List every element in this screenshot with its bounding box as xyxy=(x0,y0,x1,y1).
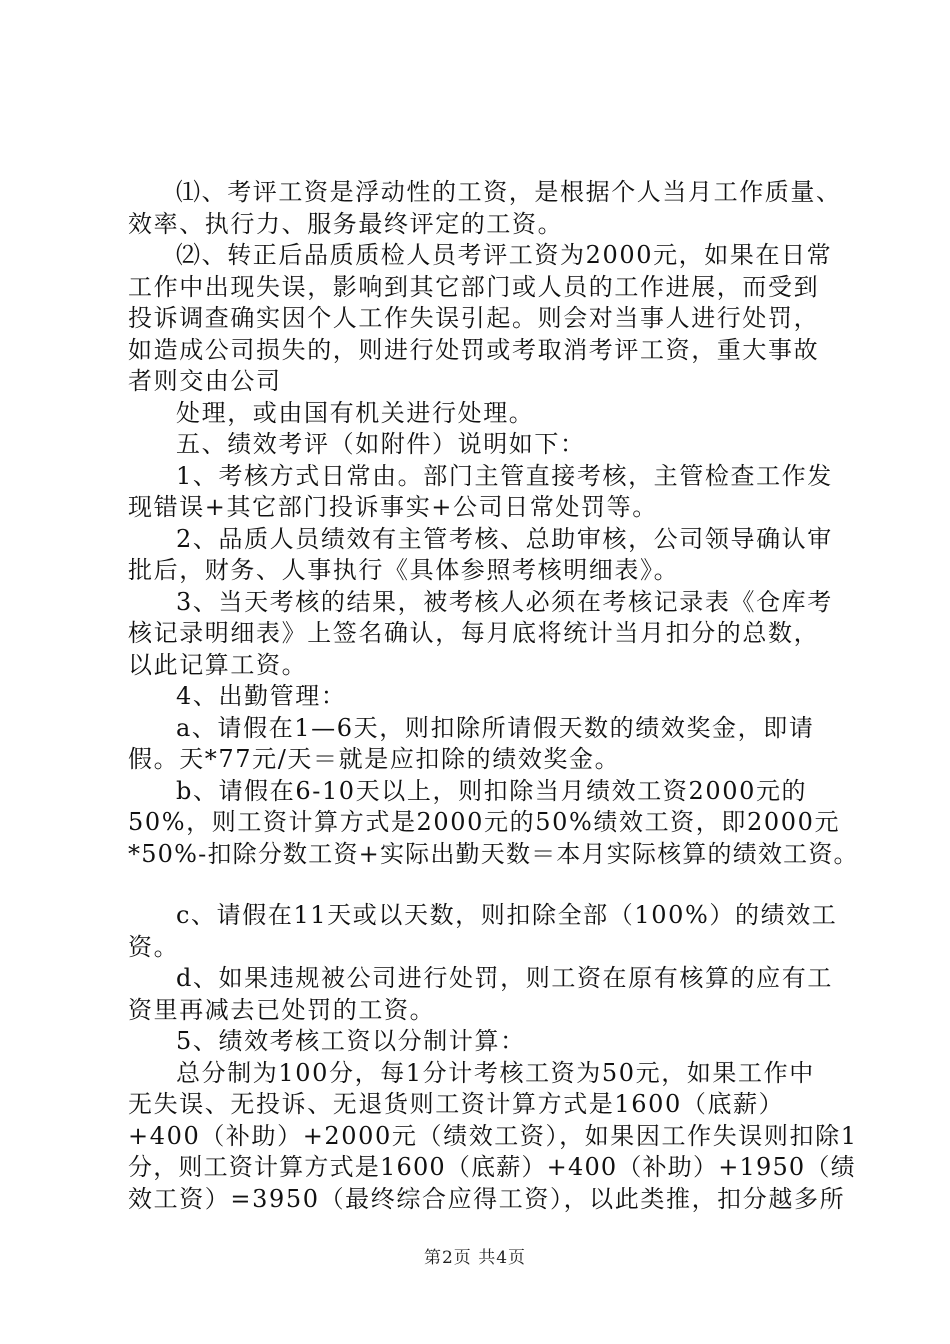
text-line: 总分制为100分，每1分计考核工资为50元，如果工作中 xyxy=(176,1058,815,1087)
text-line: 资。 xyxy=(128,932,180,961)
body-text xyxy=(128,177,858,1215)
text-line: 投诉调查确实因个人工作失误引起。则会对当事人进行处罚， xyxy=(128,304,820,332)
text-line: d、如果违规被公司进行处罚，则工资在原有核算的应有工 xyxy=(176,964,833,992)
text-line: ⑴、考评工资是浮动性的工资，是根据个人当月工作质量、 xyxy=(176,178,842,206)
text-line: b、请假在6-10天以上，则扣除当月绩效工资2000元的 xyxy=(176,776,808,805)
text-line: 批后，财务、人事执行《具体参照考核明细表》。 xyxy=(128,556,680,584)
text-line: +400（补助）+2000元（绩效工资），如果因工作失误则扣除1 xyxy=(128,1121,858,1150)
text-line: 以此记算工资。 xyxy=(128,650,308,679)
text-line: 5、绩效考核工资以分制计算： xyxy=(176,1027,526,1055)
text-line: 者则交由公司 xyxy=(128,367,282,395)
page-footer: 第2页 共4页 xyxy=(423,1248,527,1268)
text-line: 3、当天考核的结果，被考核人必须在考核记录表《仓库考 xyxy=(176,587,833,616)
text-line: *50%-扣除分数工资+实际出勤天数＝本月实际核算的绩效工资。 xyxy=(128,839,859,868)
text-line: 分，则工资计算方式是1600（底薪）+400（补助）+1950（绩 xyxy=(128,1153,856,1181)
text-line: 1、考核方式日常由。部门主管直接考核，主管检查工作发 xyxy=(176,461,833,490)
text-line: 处理，或由国有机关进行处理。 xyxy=(176,398,535,427)
section-heading: 五、绩效考评（如附件）说明如下： xyxy=(176,430,586,458)
text-line: 资里再减去已处罚的工资。 xyxy=(128,995,436,1024)
text-line: 效率、执行力、服务最终评定的工资。 xyxy=(128,209,564,238)
text-line: 效工资）=3950（最终综合应得工资），以此类推，扣分越多所 xyxy=(128,1184,846,1213)
text-line: 4、出勤管理： xyxy=(176,682,347,710)
text-line: 如造成公司损失的，则进行处罚或考取消考评工资，重大事故 xyxy=(128,335,820,364)
text-line: 工作中出现失误，影响到其它部门或人员的工作进展，而受到 xyxy=(128,272,820,301)
text-line: 50%，则工资计算方式是2000元的50%绩效工资，即2000元 xyxy=(128,808,841,836)
text-line: 核记录明细表》上签名确认，每月底将统计当月扣分的总数， xyxy=(128,619,820,647)
paragraph-gap xyxy=(128,870,858,900)
text-line: ⑵、转正后品质质检人员考评工资为2000元，如果在日常 xyxy=(176,241,833,269)
text-line: 现错误+其它部门投诉事实+公司日常处罚等。 xyxy=(128,493,658,521)
text-line: c、请假在11天或以天数，则扣除全部（100%）的绩效工 xyxy=(176,901,838,929)
text-line: 无失误、无投诉、无退货则工资计算方式是1600（底薪） xyxy=(128,1090,785,1118)
text-line: 假。天*77元/天＝就是应扣除的绩效奖金。 xyxy=(128,745,621,773)
text-line: 2、品质人员绩效有主管考核、总助审核，公司领导确认审 xyxy=(176,524,833,553)
text-line: a、请假在1—6天，则扣除所请假天数的绩效奖金，即请 xyxy=(176,713,815,742)
